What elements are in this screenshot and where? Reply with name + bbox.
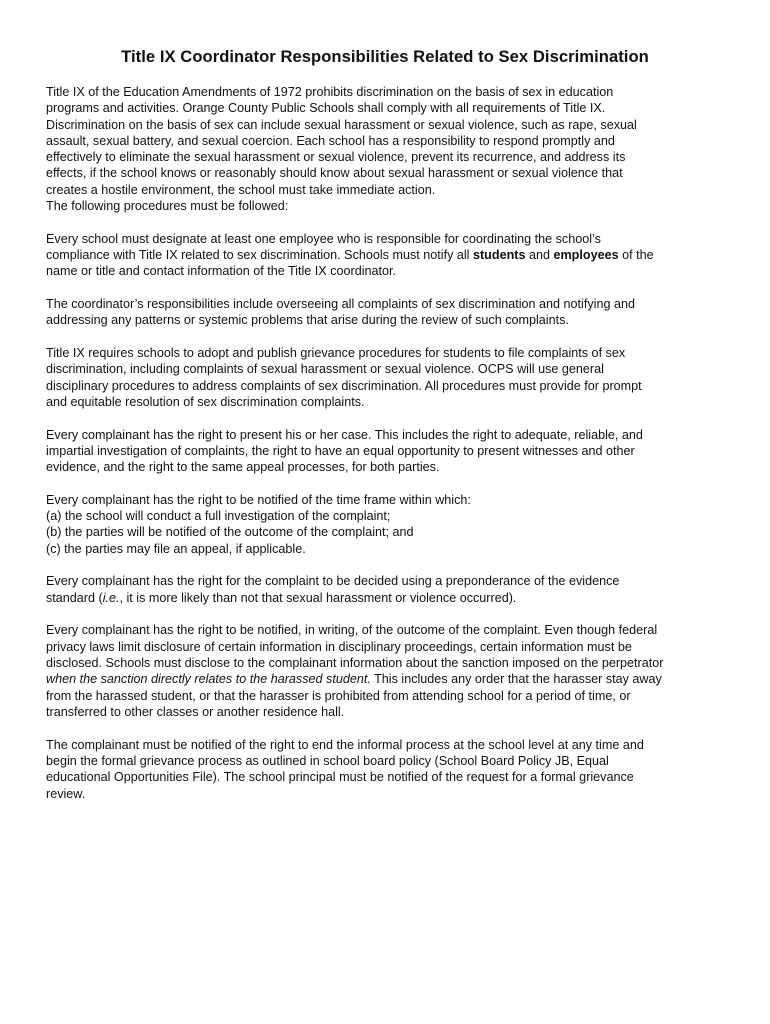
text-line: name or title and contact information of the Title IX coordinator. — [46, 264, 397, 279]
text-line: effectively to eliminate the sexual harassment or sexual violence, prevent its recurrence, and address its — [46, 150, 626, 165]
text-line: assault, sexual battery, and sexual coercion. Each school has a responsibility to respond promptly and — [46, 133, 615, 148]
employees-emphasis: employees — [553, 248, 619, 263]
grievance-paragraph — [46, 345, 736, 410]
time-frame-paragraph — [46, 492, 736, 557]
text-line: effects, if the school knows or reasonably should know about sexual harassment or sexual violence that — [46, 166, 623, 181]
text-line: disciplinary procedures to address complaints of sex discrimination. All procedures must provide for prompt — [46, 378, 642, 393]
procedures-intro-paragraph — [46, 198, 736, 214]
text-line: Every complainant has the right for the complaint to be decided using a preponderance of the evidence — [46, 574, 620, 589]
coordinator-paragraph — [46, 296, 736, 329]
sanction-italic: when the sanction directly relates to the harassed student. — [46, 672, 371, 687]
present-case-paragraph — [46, 427, 736, 476]
text-fragment: and — [525, 248, 554, 263]
list-item: (c) the parties may file an appeal, if applicable. — [46, 541, 306, 556]
text-fragment: , it is more likely than not that sexual harassment or violence occurred). — [119, 590, 517, 605]
text-line: impartial investigation of complaints, the right to have an equal opportunity to present witnesses and other — [46, 443, 635, 458]
ie-italic: i.e. — [102, 590, 120, 605]
informal-process-paragraph — [46, 737, 736, 802]
text-fragment: This includes any order that the harasser stay away — [370, 672, 662, 687]
text-line: Every school must designate at least one employee who is responsible for coordinating the school’s — [46, 231, 601, 246]
document-body — [46, 84, 736, 818]
text-line: Title IX requires schools to adopt and publish grievance procedures for students to file complaints of sex — [46, 346, 626, 361]
text-fragment: compliance with Title IX related to sex discrimination. Schools must notify all — [46, 248, 473, 263]
text-line: educational Opportunities File). The school principal must be notified of the request for a formal grievance — [46, 770, 634, 785]
text-line: and equitable resolution of sex discrimination complaints. — [46, 394, 365, 409]
text-line: Every complainant has the right to be notified, in writing, of the outcome of the complaint. Even though federal — [46, 623, 658, 638]
list-item: (b) the parties will be notified of the outcome of the complaint; and — [46, 525, 414, 540]
notified-writing-paragraph — [46, 622, 736, 720]
text-line — [46, 247, 736, 263]
text-line: The complainant must be notified of the right to end the informal process at the school level at any time and — [46, 737, 644, 752]
text-fragment: standard ( — [46, 590, 103, 605]
text-line: review. — [46, 786, 86, 801]
text-line — [46, 671, 736, 687]
page-title: Title IX Coordinator Responsibilities Related to Sex Discrimination — [121, 47, 649, 66]
list-item: (a) the school will conduct a full investigation of the complaint; — [46, 509, 391, 524]
text-line: Every complainant has the right to be notified of the time frame within which: — [46, 492, 471, 507]
text-line: The coordinator’s responsibilities include overseeing all complaints of sex discrimination and notifying and — [46, 297, 635, 312]
text-line: evidence, and the right to the same appeal processes, for both parties. — [46, 460, 440, 475]
students-emphasis: students — [472, 248, 526, 263]
text-line: transferred to other classes or another residence hall. — [46, 704, 345, 719]
text-line: addressing any patterns or systemic problems that arise during the review of such complaints. — [46, 313, 569, 328]
text-line: discrimination, including complaints of sexual harassment or sexual violence. OCPS will use general — [46, 362, 604, 377]
text-line — [46, 590, 736, 606]
text-line: Title IX of the Education Amendments of 1972 prohibits discrimination on the basis of sex in education — [46, 85, 614, 99]
text-line: programs and activities. Orange County Public Schools shall comply with all requirements of Title IX. — [46, 101, 606, 116]
text-fragment: of the — [618, 248, 654, 263]
text-line: creates a hostile environment, the school must take immediate action. — [46, 182, 436, 197]
text-line: begin the formal grievance process as outlined in school board policy (School Board Policy JB, Equal — [46, 753, 609, 768]
text-line: from the harassed student, or that the harasser is prohibited from attending school for a period of time, or — [46, 688, 631, 703]
text-line: Every complainant has the right to present his or her case. This includes the right to adequate, reliable, and — [46, 427, 643, 442]
intro-paragraph — [46, 84, 736, 198]
text-line: Discrimination on the basis of sex can include sexual harassment or sexual violence, such as rape, sexual — [46, 117, 637, 132]
preponderance-paragraph — [46, 573, 736, 606]
text-line: The following procedures must be followed: — [46, 199, 289, 214]
text-line: privacy laws limit disclosure of certain information in disciplinary proceedings, certain information must be — [46, 639, 632, 654]
text-line: disclosed. Schools must disclose to the complainant information about the sanction imposed on the perpetrator — [46, 656, 664, 671]
designate-paragraph — [46, 231, 736, 280]
